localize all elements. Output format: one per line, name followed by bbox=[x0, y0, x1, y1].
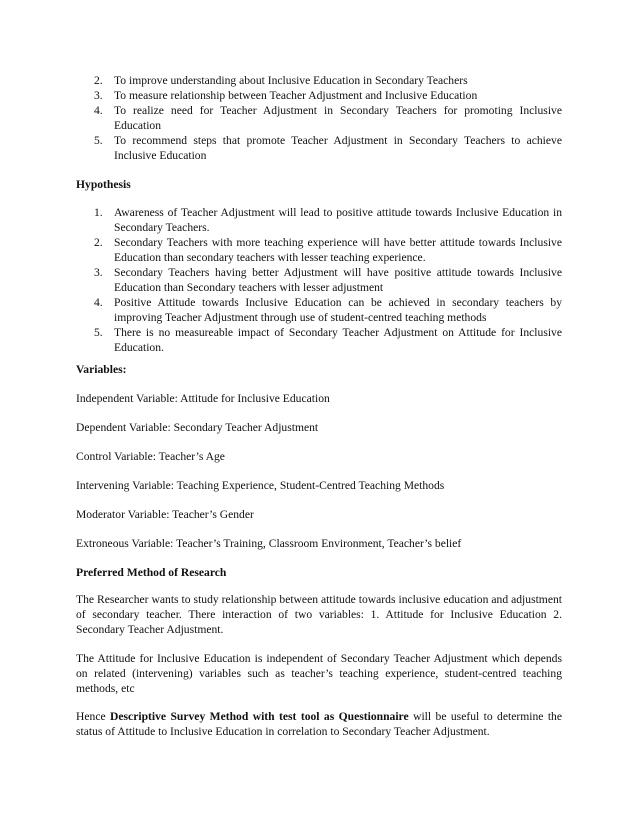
list-number: 4. bbox=[94, 296, 103, 309]
control-variable: Control Variable: Teacher’s Age bbox=[76, 450, 225, 463]
independent-variable: Independent Variable: Attitude for Inclusive Education bbox=[76, 392, 330, 405]
list-item bbox=[76, 73, 562, 88]
method-paragraph-3 bbox=[76, 709, 562, 739]
method-paragraph-1: The Researcher wants to study relationship between attitude towards inclusive education and adjustment of secondary teacher. There interaction of two variables: 1. Attitude for Inclusive Education 2. Secondary Teacher Adjustment. bbox=[76, 593, 562, 636]
list-text: Secondary Teachers having better Adjustment will have positive attitude towards Inclusive Education than Secondary teachers with lesser adjustment bbox=[114, 266, 562, 294]
hypothesis-heading: Hypothesis bbox=[76, 178, 131, 191]
moderator-variable: Moderator Variable: Teacher’s Gender bbox=[76, 508, 254, 521]
list-item bbox=[76, 133, 562, 163]
method-paragraph-2: The Attitude for Inclusive Education is independent of Secondary Teacher Adjustment which depends on related (intervening) variables such as teacher’s teaching experience, student-centred teaching methods, etc bbox=[76, 652, 562, 695]
list-item bbox=[76, 265, 562, 295]
list-text: Awareness of Teacher Adjustment will lead to positive attitude towards Inclusive Education in Secondary Teachers. bbox=[114, 206, 562, 234]
extroneous-variable: Extroneous Variable: Teacher’s Training, Classroom Environment, Teacher’s belief bbox=[76, 537, 462, 550]
list-item bbox=[76, 205, 562, 235]
list-text: Positive Attitude towards Inclusive Education can be achieved in secondary teachers by improving Teacher Adjustment through use of student-centred teaching methods bbox=[114, 296, 562, 324]
list-number: 5. bbox=[94, 326, 103, 339]
intervening-variable: Intervening Variable: Teaching Experience, Student-Centred Teaching Methods bbox=[76, 479, 445, 492]
list-number: 3. bbox=[94, 89, 103, 102]
list-text: To measure relationship between Teacher Adjustment and Inclusive Education bbox=[114, 89, 478, 102]
list-number: 5. bbox=[94, 134, 103, 147]
list-text: To recommend steps that promote Teacher Adjustment in Secondary Teachers to achieve Inclusive Education bbox=[114, 134, 562, 162]
dependent-variable: Dependent Variable: Secondary Teacher Adjustment bbox=[76, 421, 319, 434]
list-text: To realize need for Teacher Adjustment in Secondary Teachers for promoting Inclusive Education bbox=[114, 104, 562, 132]
hypothesis-list bbox=[76, 205, 562, 355]
objectives-list bbox=[76, 73, 562, 163]
list-number: 2. bbox=[94, 74, 103, 87]
list-number: 2. bbox=[94, 236, 103, 249]
method-emphasis: Descriptive Survey Method with test tool as Questionnaire bbox=[110, 710, 409, 723]
list-item bbox=[76, 295, 562, 325]
list-number: 1. bbox=[94, 206, 103, 219]
list-item bbox=[76, 103, 562, 133]
list-item bbox=[76, 235, 562, 265]
paragraph-suffix: will be useful to determine the status of Attitude to Inclusive Education in correlation to Secondary Teacher Adjustment. bbox=[76, 710, 562, 738]
list-number: 4. bbox=[94, 104, 103, 117]
list-text: To improve understanding about Inclusive Education in Secondary Teachers bbox=[114, 74, 468, 87]
list-item bbox=[76, 88, 562, 103]
method-heading: Preferred Method of Research bbox=[76, 566, 227, 579]
list-text: Secondary Teachers with more teaching experience will have better attitude towards Inclusive Education than secondary teachers with lesser teaching experience. bbox=[114, 236, 562, 264]
variables-heading: Variables: bbox=[76, 363, 127, 376]
list-text: There is no measureable impact of Secondary Teacher Adjustment on Attitude for Inclusive Education. bbox=[114, 326, 562, 354]
list-item bbox=[76, 325, 562, 355]
paragraph-prefix: Hence bbox=[76, 710, 111, 723]
list-number: 3. bbox=[94, 266, 103, 279]
